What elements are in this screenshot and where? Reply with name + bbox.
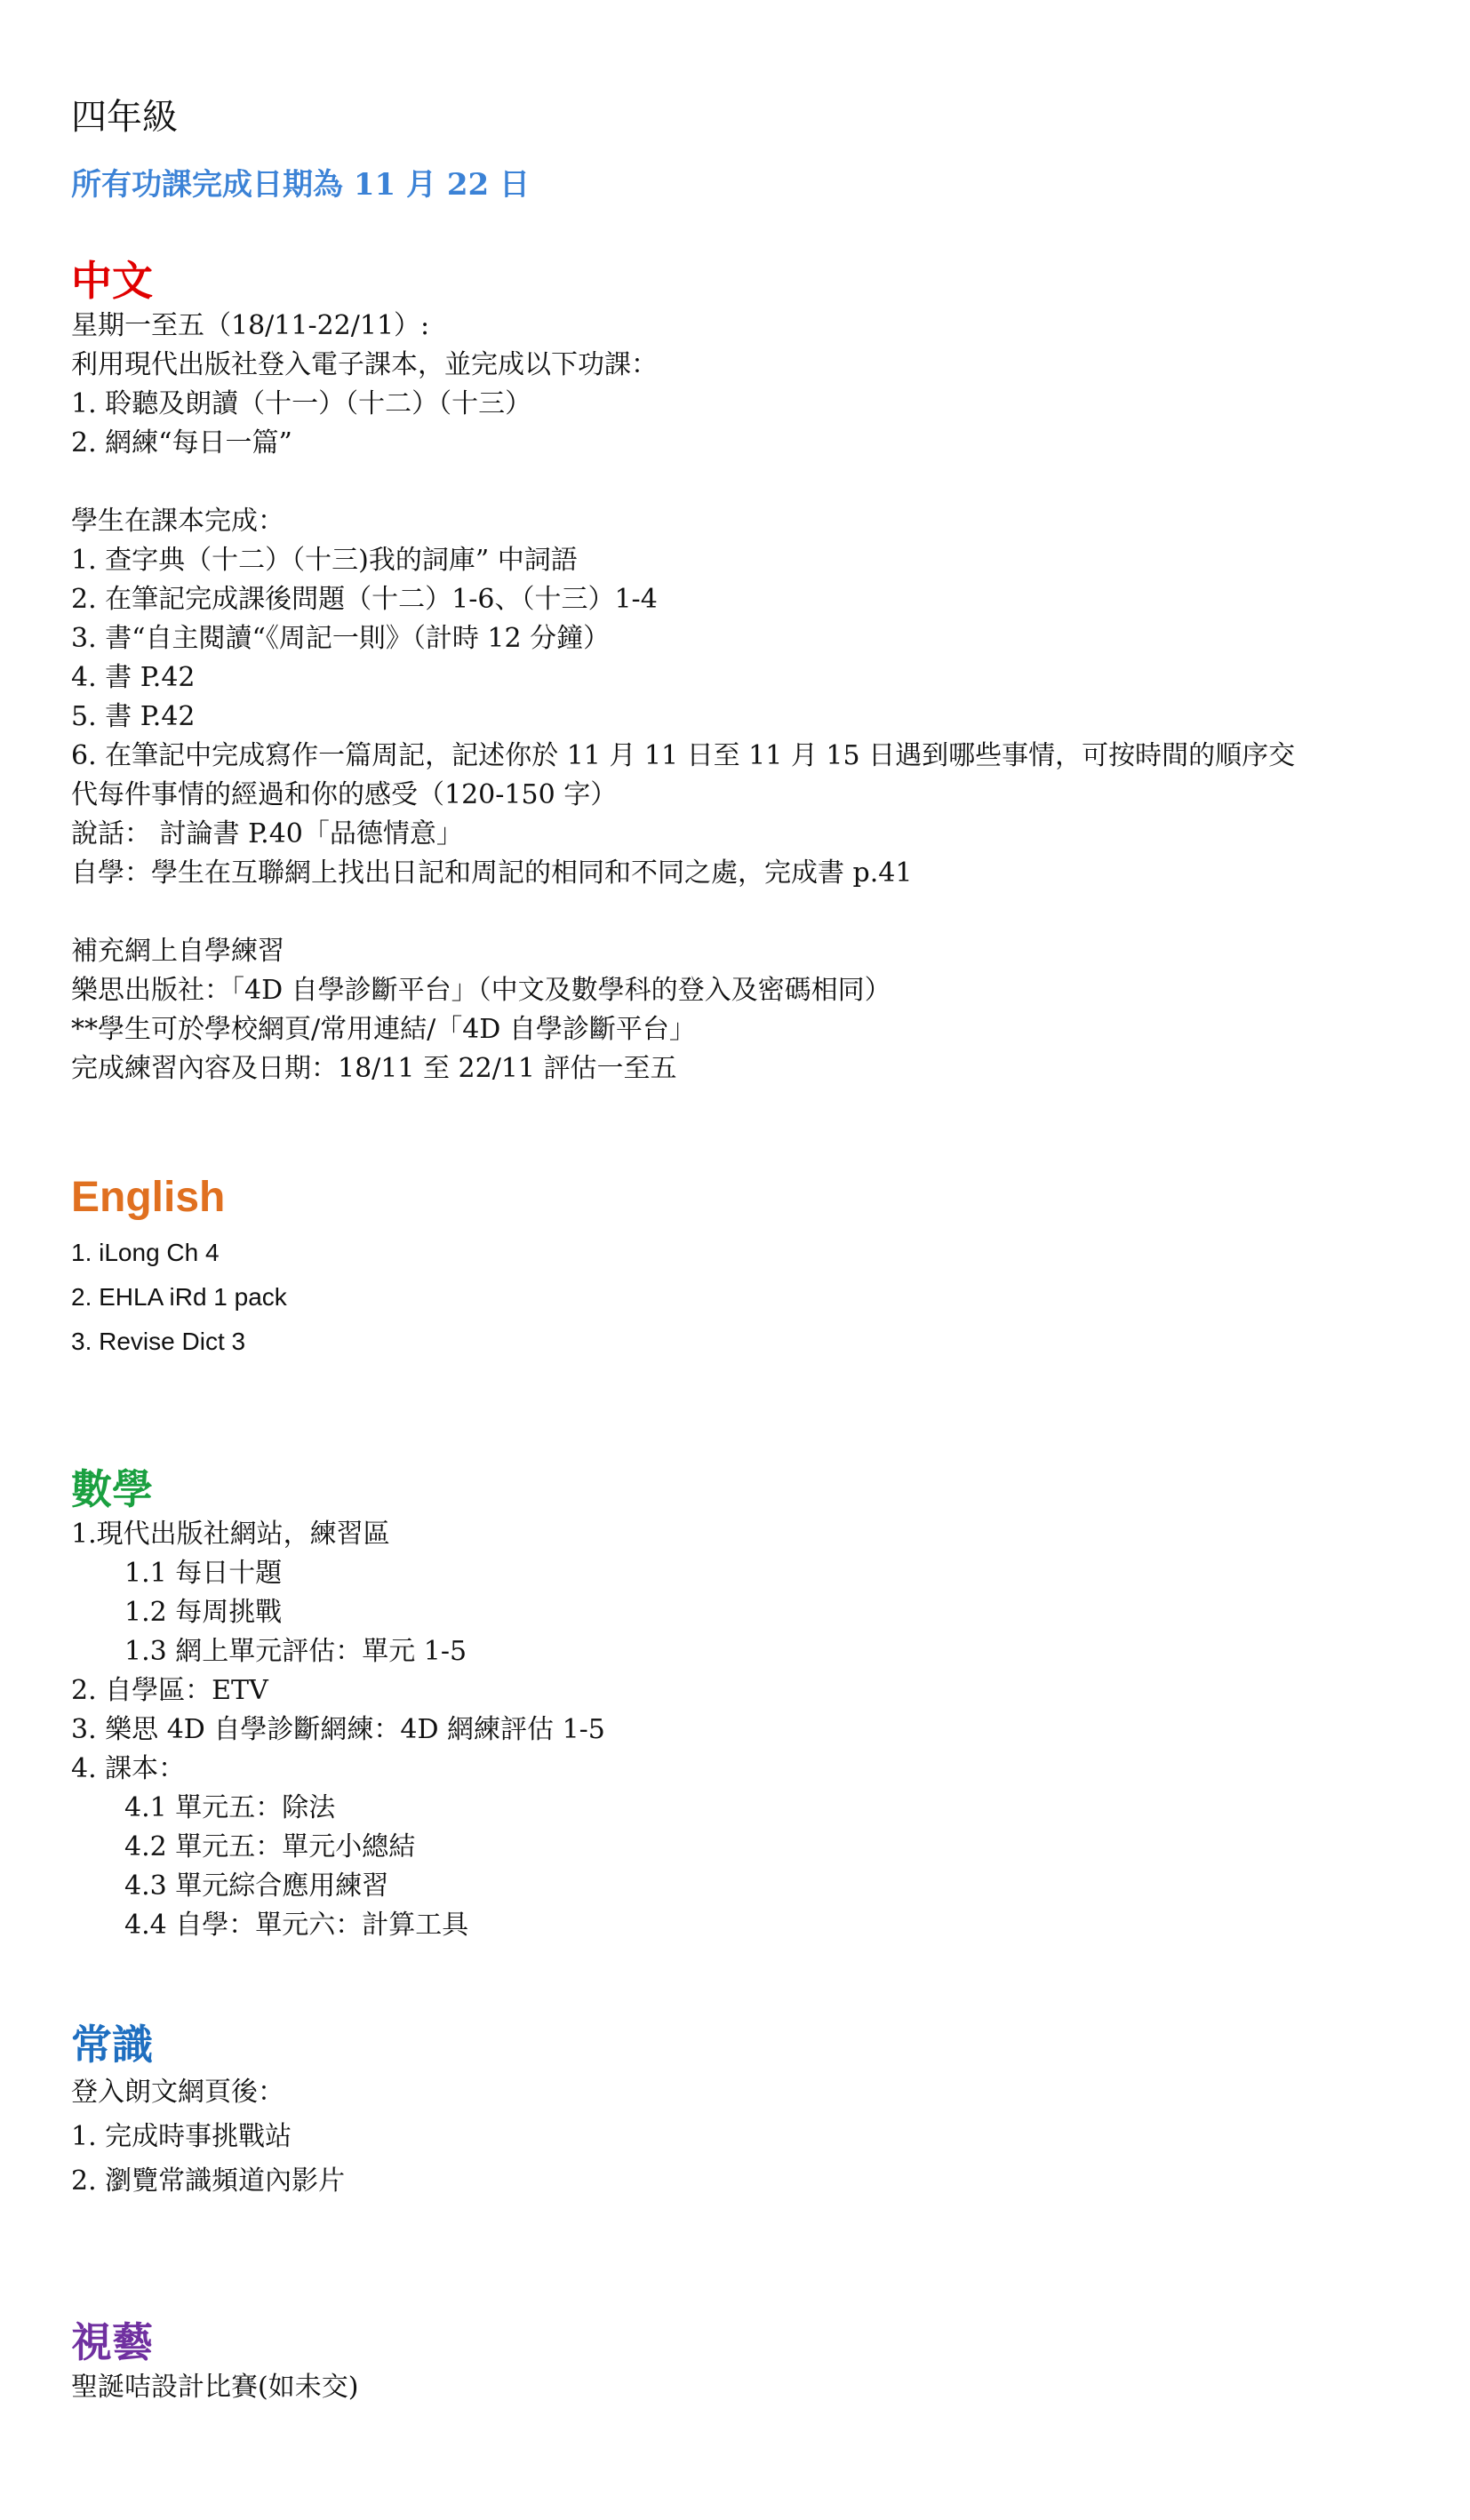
chinese-line: 4. 書 P.42 (71, 662, 196, 693)
math-section (71, 1515, 605, 1945)
chinese-section (71, 307, 1295, 1089)
gs-line: 1. 完成時事挑戰站 (71, 2121, 292, 2152)
english-heading: English (71, 1174, 226, 1221)
gs-section (71, 2070, 345, 2204)
chinese-line: 說話： 討論書 P.40「品德情意」 (71, 818, 463, 849)
math-line: 1.現代出版社網站，練習區 (71, 1519, 390, 1550)
english-item: 2. EHLA iRd 1 pack (71, 1283, 287, 1311)
math-line: 4.3 單元綜合應用練習 (124, 1870, 389, 1902)
chinese-line: 6. 在筆記中完成寫作一篇周記，記述你於 11 月 11 日至 11 月 15 日遇到哪些事情，可按時間的順序交 (71, 740, 1296, 771)
grade-title: 四年級 (71, 97, 178, 138)
chinese-line: 代每件事情的經過和你的感受（120-150 字） (71, 779, 618, 810)
gs-line: 2. 瀏覽常識頻道內影片 (71, 2165, 346, 2197)
english-item: 3. Revise Dict 3 (71, 1328, 246, 1355)
chinese-line: 利用現代出版社登入電子課本，並完成以下功課： (71, 349, 658, 380)
chinese-line: 自學：學生在互聯網上找出日記和周記的相同和不同之處，完成書 p.41 (71, 857, 913, 889)
chinese-line: **學生可於學校網頁/常用連結/「4D 自學診斷平台」 (71, 1014, 696, 1045)
math-line: 4.2 單元五：單元小總結 (124, 1831, 416, 1862)
deadline-note: 所有功課完成日期為 11 月 22 日 (71, 167, 530, 203)
chinese-line: 5. 書 P.42 (71, 701, 196, 732)
chinese-line: 星期一至五（18/11-22/11）: (71, 310, 430, 341)
english-item: 1. iLong Ch 4 (71, 1239, 220, 1266)
chinese-line: 學生在課本完成： (71, 506, 284, 537)
chinese-line: 補充網上自學練習 (71, 936, 284, 967)
math-heading: 數學 (71, 1465, 153, 1513)
math-line: 2. 自學區：ETV (71, 1675, 268, 1706)
chinese-heading: 中文 (71, 257, 153, 305)
chinese-line: 樂思出版社：「4D 自學診斷平台」（中文及數學科的登入及密碼相同） (71, 975, 891, 1006)
gs-line: 登入朗文網頁後： (71, 2077, 284, 2108)
math-line: 1.1 每日十題 (124, 1558, 283, 1589)
math-line: 1.3 網上單元評估：單元 1-5 (124, 1636, 467, 1667)
chinese-line: 完成練習內容及日期：18/11 至 22/11 評估一至五 (71, 1053, 677, 1084)
chinese-line: 1. 查字典（十二）（十三)我的詞庫” 中詞語 (71, 545, 578, 576)
english-section (71, 1231, 287, 1364)
chinese-line: 3. 書“自主閱讀“《周記一則》（計時 12 分鐘） (71, 623, 611, 654)
chinese-line (71, 463, 1295, 502)
math-line: 4. 課本： (71, 1753, 186, 1784)
math-line: 1.2 每周挑戰 (124, 1597, 283, 1628)
math-line: 4.4 自學：單元六：計算工具 (124, 1910, 469, 1941)
math-line: 3. 樂思 4D 自學診斷網練：4D 網練評估 1-5 (71, 1714, 605, 1745)
chinese-line: 2. 網練“每日一篇” (71, 427, 292, 459)
math-line: 4.1 單元五：除法 (124, 1792, 336, 1823)
chinese-line: 2. 在筆記完成課後問題（十二）1-6、（十三）1-4 (71, 584, 658, 615)
art-heading: 視藝 (71, 2318, 153, 2366)
art-section (71, 2368, 358, 2407)
gs-heading: 常識 (71, 2021, 153, 2069)
chinese-line: 1. 聆聽及朗讀（十一）（十二）（十三） (71, 388, 532, 419)
art-line: 聖誕咭設計比賽(如未交) (71, 2372, 359, 2403)
chinese-line (71, 893, 1295, 932)
